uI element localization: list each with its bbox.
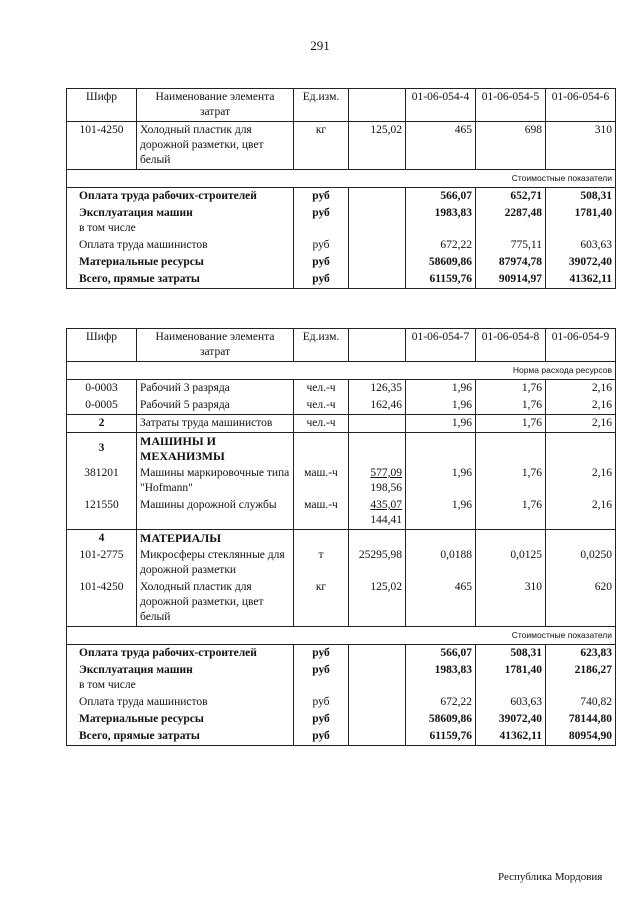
cost-value: 2287,48 <box>476 205 546 237</box>
table-row <box>67 397 616 415</box>
cost-sublabel: в том числе <box>79 679 136 691</box>
cost-value: 566,07 <box>406 188 476 206</box>
cost-label: Оплата труда машинистов <box>67 237 294 254</box>
section-title: МАТЕРИАЛЫ <box>137 530 294 548</box>
row-price: 125,02 <box>349 122 406 170</box>
header-price <box>349 89 406 122</box>
table-row <box>67 547 616 579</box>
table-row <box>67 380 616 398</box>
header-unit: Ед.изм. <box>294 89 349 122</box>
row-price: 126,35 <box>349 380 406 398</box>
row-unit: маш.-ч <box>294 497 349 530</box>
cost-label: Эксплуатация машин <box>79 207 193 219</box>
row-value: 465 <box>406 579 476 627</box>
cost-value: 603,63 <box>546 237 616 254</box>
table-header-row <box>67 89 616 122</box>
cost-sublabel: в том числе <box>79 222 136 234</box>
cost-unit: руб <box>294 694 349 711</box>
row-code: 381201 <box>67 465 137 497</box>
row-value: 698 <box>476 122 546 170</box>
section-row <box>67 530 616 548</box>
row-name: Холодный пластик для дорожной разметки, цвет белый <box>137 579 294 627</box>
row-price: 125,02 <box>349 579 406 627</box>
cost-row <box>67 188 616 206</box>
row-value: 620 <box>546 579 616 627</box>
cost-value: 61159,76 <box>406 271 476 289</box>
cost-table-2 <box>66 328 616 746</box>
header-col: 01-06-054-6 <box>546 89 616 122</box>
cost-label: Эксплуатация машин <box>79 664 193 676</box>
row-value: 2,16 <box>546 380 616 398</box>
cost-value: 672,22 <box>406 694 476 711</box>
cost-value: 508,31 <box>476 645 546 663</box>
cost-table-1 <box>66 88 616 289</box>
cost-value: 603,63 <box>476 694 546 711</box>
cost-row <box>67 694 616 711</box>
row-unit: чел.-ч <box>294 415 349 433</box>
cost-value: 508,31 <box>546 188 616 206</box>
cost-value: 39072,40 <box>476 711 546 728</box>
table-row <box>67 415 616 433</box>
row-value: 1,76 <box>476 415 546 433</box>
row-unit: т <box>294 547 349 579</box>
cost-value: 58609,86 <box>406 254 476 271</box>
cost-unit: руб <box>294 254 349 271</box>
section-title: МАШИНЫ И МЕХАНИЗМЫ <box>137 433 294 466</box>
row-value: 1,96 <box>406 397 476 415</box>
row-unit: кг <box>294 122 349 170</box>
row-name: Машины маркировочные типа "Hofmann" <box>137 465 294 497</box>
header-name: Наименование элемента затрат <box>137 329 294 362</box>
header-col: 01-06-054-8 <box>476 329 546 362</box>
cost-value: 41362,11 <box>546 271 616 289</box>
cost-value: 775,11 <box>476 237 546 254</box>
header-col: 01-06-054-7 <box>406 329 476 362</box>
section-code: 3 <box>67 433 137 466</box>
page-footer: Республика Мордовия <box>498 871 603 883</box>
row-price: 25295,98 <box>349 547 406 579</box>
cost-unit: руб <box>294 662 349 694</box>
row-name: Холодный пластик для дорожной разметки, цвет белый <box>137 122 294 170</box>
header-col: 01-06-054-9 <box>546 329 616 362</box>
row-code: 101-2775 <box>67 547 137 579</box>
row-code: 101-4250 <box>67 579 137 627</box>
row-value: 1,76 <box>476 465 546 497</box>
row-unit: кг <box>294 579 349 627</box>
row-unit: чел.-ч <box>294 397 349 415</box>
row-value: 1,76 <box>476 397 546 415</box>
header-price <box>349 329 406 362</box>
cost-row <box>67 728 616 746</box>
cost-label: Материальные ресурсы <box>67 711 294 728</box>
row-value: 1,76 <box>476 380 546 398</box>
table-row <box>67 465 616 497</box>
row-unit: маш.-ч <box>294 465 349 497</box>
cost-unit: руб <box>294 645 349 663</box>
section-code: 4 <box>67 530 137 548</box>
cost-band-label: Стоимостные показатели <box>67 170 616 188</box>
row-value: 1,96 <box>406 415 476 433</box>
row-value: 310 <box>476 579 546 627</box>
cost-label: Оплата труда машинистов <box>67 694 294 711</box>
row-code: 2 <box>67 415 137 433</box>
cost-label: Материальные ресурсы <box>67 254 294 271</box>
row-name: Машины дорожной службы <box>137 497 294 530</box>
cost-value: 87974,78 <box>476 254 546 271</box>
row-value: 465 <box>406 122 476 170</box>
row-price: 435,07 <box>370 499 402 511</box>
cost-value: 652,71 <box>476 188 546 206</box>
row-name: Микросферы стеклянные для дорожной разметки <box>137 547 294 579</box>
table-row <box>67 497 616 530</box>
row-value: 2,16 <box>546 415 616 433</box>
cost-value: 90914,97 <box>476 271 546 289</box>
cost-value: 39072,40 <box>546 254 616 271</box>
cost-unit: руб <box>294 188 349 206</box>
row-value: 310 <box>546 122 616 170</box>
header-col: 01-06-054-4 <box>406 89 476 122</box>
row-price-operator: 198,56 <box>370 482 402 494</box>
row-price: 577,09 <box>370 467 402 479</box>
cost-value: 566,07 <box>406 645 476 663</box>
row-value: 1,96 <box>406 497 476 530</box>
row-value: 0,0250 <box>546 547 616 579</box>
band-row <box>67 170 616 188</box>
cost-value: 61159,76 <box>406 728 476 746</box>
row-name: Затраты труда машинистов <box>137 415 294 433</box>
header-col: 01-06-054-5 <box>476 89 546 122</box>
cost-label: Оплата труда рабочих-строителей <box>67 188 294 206</box>
section-row <box>67 433 616 466</box>
cost-band-label: Стоимостные показатели <box>67 627 616 645</box>
cost-value: 78144,80 <box>546 711 616 728</box>
row-value: 2,16 <box>546 397 616 415</box>
row-value: 0,0125 <box>476 547 546 579</box>
row-value: 2,16 <box>546 465 616 497</box>
cost-value: 1983,83 <box>406 662 476 694</box>
cost-row <box>67 205 616 237</box>
row-code: 0-0003 <box>67 380 137 398</box>
cost-unit: руб <box>294 237 349 254</box>
header-unit: Ед.изм. <box>294 329 349 362</box>
row-value: 0,0188 <box>406 547 476 579</box>
cost-row <box>67 271 616 289</box>
page-number: 291 <box>310 38 330 53</box>
cost-row <box>67 237 616 254</box>
cost-row <box>67 711 616 728</box>
cost-value: 41362,11 <box>476 728 546 746</box>
cost-unit: руб <box>294 711 349 728</box>
row-value: 1,96 <box>406 465 476 497</box>
cost-label-cell <box>67 662 294 694</box>
cost-label: Оплата труда рабочих-строителей <box>67 645 294 663</box>
row-unit: чел.-ч <box>294 380 349 398</box>
row-code: 121550 <box>67 497 137 530</box>
cost-label: Всего, прямые затраты <box>67 728 294 746</box>
row-name: Рабочий 5 разряда <box>137 397 294 415</box>
row-value: 1,76 <box>476 497 546 530</box>
cost-unit: руб <box>294 205 349 237</box>
cost-row <box>67 254 616 271</box>
cost-value: 58609,86 <box>406 711 476 728</box>
row-name: Рабочий 3 разряда <box>137 380 294 398</box>
cost-label: Всего, прямые затраты <box>67 271 294 289</box>
row-value: 1,96 <box>406 380 476 398</box>
band-row <box>67 362 616 380</box>
cost-value: 80954,90 <box>546 728 616 746</box>
table-row <box>67 122 616 170</box>
cost-value: 1781,40 <box>546 205 616 237</box>
header-code: Шифр <box>67 329 137 362</box>
cost-value: 740,82 <box>546 694 616 711</box>
row-value: 2,16 <box>546 497 616 530</box>
band-row <box>67 627 616 645</box>
header-code: Шифр <box>67 89 137 122</box>
cost-row <box>67 662 616 694</box>
cost-label-cell <box>67 205 294 237</box>
row-code: 101-4250 <box>67 122 137 170</box>
row-price: 162,46 <box>349 397 406 415</box>
header-name: Наименование элемента затрат <box>137 89 294 122</box>
table-row <box>67 579 616 627</box>
cost-value: 623,83 <box>546 645 616 663</box>
cost-value: 1781,40 <box>476 662 546 694</box>
table-header-row <box>67 329 616 362</box>
cost-value: 672,22 <box>406 237 476 254</box>
row-price-cell <box>349 465 406 497</box>
row-price-cell <box>349 497 406 530</box>
cost-value: 2186,27 <box>546 662 616 694</box>
cost-row <box>67 645 616 663</box>
cost-value: 1983,83 <box>406 205 476 237</box>
cost-unit: руб <box>294 728 349 746</box>
norm-band-label: Норма расхода ресурсов <box>67 362 616 380</box>
cost-unit: руб <box>294 271 349 289</box>
row-price-operator: 144,41 <box>370 514 402 526</box>
row-code: 0-0005 <box>67 397 137 415</box>
